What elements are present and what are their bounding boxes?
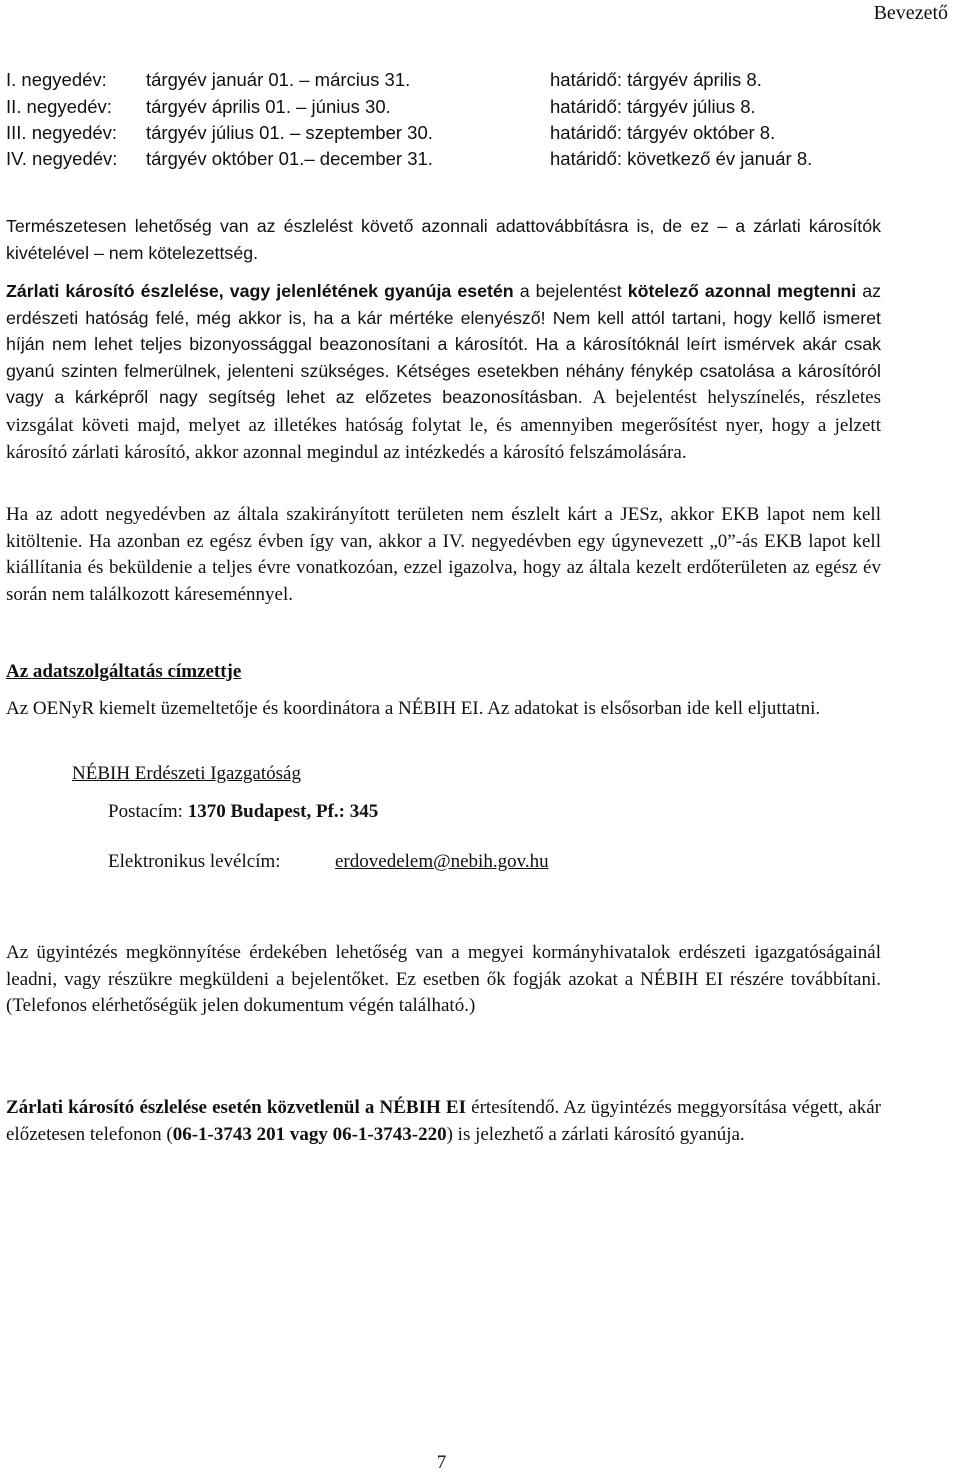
quarter-row <box>6 69 946 96</box>
quarter-row <box>6 148 946 175</box>
direct-text: ) is jelezhető a zárlati károsító gyanúja. <box>446 1123 745 1145</box>
quarantine-text: a bejelentést <box>513 281 628 301</box>
quarter-period: tárgyév január 01. – március 31. <box>146 69 411 90</box>
page-number: 7 <box>436 1452 447 1473</box>
postal-address <box>108 801 378 823</box>
direct-text: értesítendő. Az ügyintézés meggyorsítása végett, akár előzetesen telefonon ( <box>6 1097 881 1145</box>
postal-label: Postacím: <box>108 801 188 822</box>
quarter-label: II. negyedév: <box>6 96 112 117</box>
quarter-label: I. negyedév: <box>6 69 107 90</box>
direct-notification-paragraph <box>6 1095 881 1148</box>
section-header: Bevezető <box>873 2 948 24</box>
quarter-row <box>6 96 946 123</box>
email-link[interactable]: erdovedelem@nebih.gov.hu <box>335 851 549 872</box>
email-label: Elektronikus levélcím: <box>108 851 281 872</box>
quarter-period: tárgyév október 01.– december 31. <box>146 148 433 169</box>
recipient-intro: Az OENyR kiemelt üzemeltetője és koordinátora a NÉBIH EI. Az adatokat is elsősorban ide kell eljuttatni. <box>6 698 821 719</box>
no-damage-paragraph: Ha az adott negyedévben az általa szakirányított területen nem észlelt kárt a JESz, akkor EKB lapot nem kell kitöltenie. Ha azonban ez egész évben így van, akkor a IV. negyedévben egy úgynevezett „0”-ás EKB lapot kell kiállítania és beküldenie a teljes évre vonatkozóan, ezzel igazolva, hogy az általa kezelt erdőterületen az egész év során nem találkozott káreseménnyel. <box>6 504 881 605</box>
quarter-label: III. negyedév: <box>6 122 118 143</box>
postal-value: 1370 Budapest, Pf.: 345 <box>187 801 379 822</box>
phone-numbers: 06-1-3743 201 vagy 06-1-3743-220 <box>172 1123 447 1145</box>
quarantine-followup-text: A bejelentést helyszínelés, részletes vizsgálat követi majd, melyet az illetékes hatóság folytat le, és amennyiben megerősítést nyer, hogy a jelzett károsító zárlati károsító, akkor azonnal megindul az intézkedés a károsító felszámolására. <box>6 387 881 463</box>
organization-name: NÉBIH Erdészeti Igazgatóság <box>72 763 301 784</box>
quarter-period: tárgyév április 01. – június 30. <box>146 96 391 117</box>
recipient-heading: Az adatszolgáltatás címzettje <box>6 661 242 682</box>
quarter-label: IV. negyedév: <box>6 148 118 169</box>
quarter-deadline: határidő: tárgyév október 8. <box>550 122 776 143</box>
quarter-deadline: határidő: tárgyév április 8. <box>550 69 762 90</box>
mandatory-emphasis: kötelező azonnal megtenni <box>627 281 857 301</box>
quarantine-emphasis: Zárlati károsító észlelése, vagy jelenlétének gyanúja esetén <box>6 281 514 301</box>
quarantine-text: az erdészeti hatóság felé, még akkor is, ha a kár mértéke elenyésző! Nem kell attól tartani, hogy kellő ismeret híján nem lehet teljes bizonyossággal beazonosítani a károsítót. Ha a károsítóknál leírt ismérvek akár csak gyanú szinten felmerülnek, jelenteni szükséges. Kétséges esetekben néhány fénykép csatolása a károsítóról vagy a kárképről nagy segítség lehet az előzetes beazonosításban. <box>6 281 881 407</box>
quarter-deadline: határidő: következő év január 8. <box>550 148 813 169</box>
immediate-reporting-paragraph: Természetesen lehetőség van az észlelést követő azonnali adattovábbításra is, de ez – a zárlati károsítók kivételével – nem kötelezettség. <box>6 216 881 263</box>
quarantine-reporting-paragraph <box>6 278 881 467</box>
regional-offices-paragraph: Az ügyintézés megkönnyítése érdekében lehetőség van a megyei kormányhivatalok erdészeti igazgatóságainál leadni, vagy részükre megküldeni a bejelentőket. Ez esetben ők fogják azokat a NÉBIH EI részére továbbítani. (Telefonos elérhetőségük jelen dokumentum végén található.) <box>6 942 881 1016</box>
quarter-deadline: határidő: tárgyév július 8. <box>550 96 756 117</box>
direct-emphasis: Zárlati károsító észlelése esetén közvetlenül a NÉBIH EI <box>6 1097 466 1118</box>
quarter-period: tárgyév július 01. – szeptember 30. <box>146 122 433 143</box>
quarter-row <box>6 122 946 149</box>
